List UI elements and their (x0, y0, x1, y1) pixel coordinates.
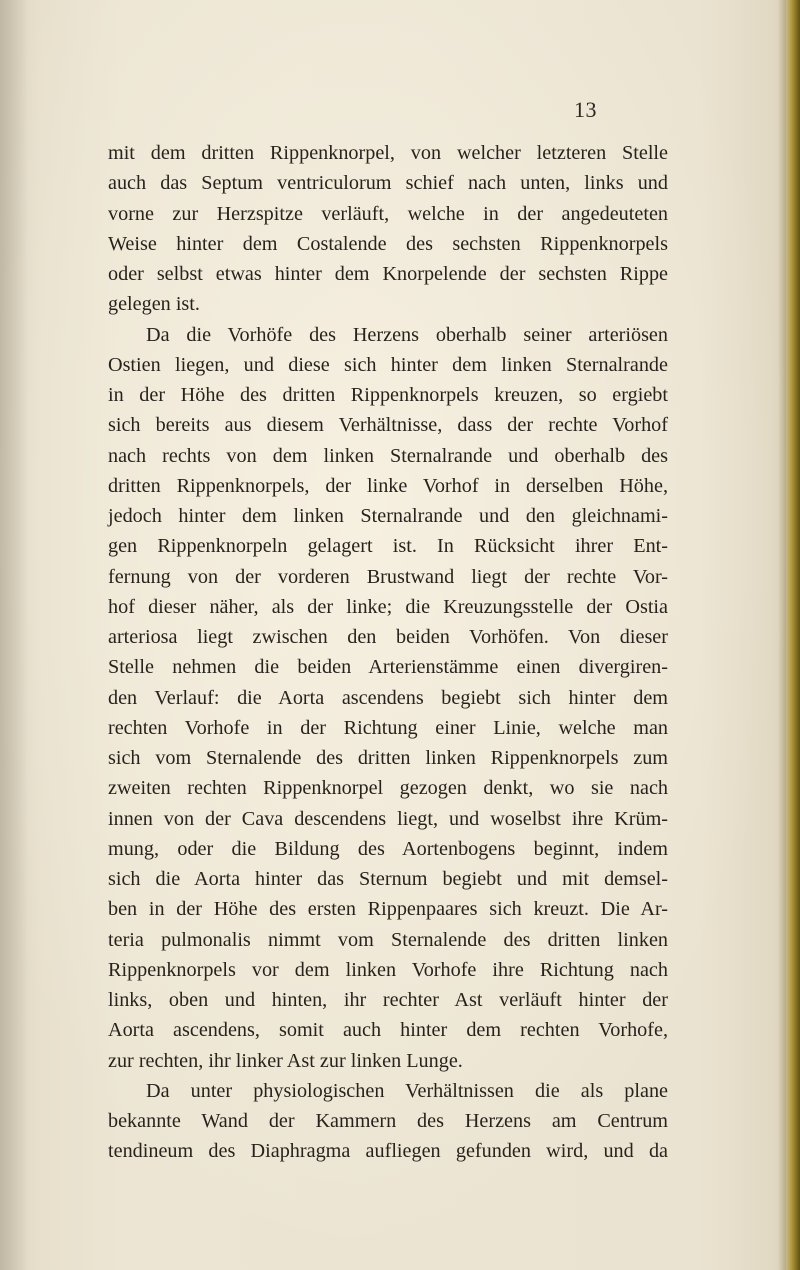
text-line: innen von der Cava descendens liegt, und woselbst ihre Krüm- (108, 807, 668, 830)
text-line: in der Höhe des dritten Rippenknorpels kreuzen, so ergiebt (108, 384, 668, 406)
text-line: Stelle nehmen die beiden Arterienstämme einen divergiren- (108, 656, 668, 679)
text-line: hof dieser näher, als der linke; die Kreuzungsstelle der Ostia (108, 595, 668, 618)
text-line: sich vom Sternalende des dritten linken Rippenknorpels zum (108, 747, 668, 769)
text-line: jedoch hinter dem linken Sternalrande und den gleichnami- (108, 505, 668, 527)
text-line: arteriosa liegt zwischen den beiden Vorhöfen. Von dieser (108, 626, 668, 648)
text-line: tendineum des Diaphragma aufliegen gefunden wird, und da (108, 1140, 668, 1163)
text-line: gen Rippenknorpeln gelagert ist. In Rücksicht ihrer Ent- (108, 535, 668, 558)
text-line: oder selbst etwas hinter dem Knorpelende der sechsten Rippe (108, 263, 668, 285)
text-line: bekannte Wand der Kammern des Herzens am Centrum (108, 1110, 668, 1132)
text-line: Weise hinter dem Costalende des sechsten Rippenknorpels (108, 232, 668, 255)
text-line: sich die Aorta hinter das Sternum begiebt und mit demsel- (108, 868, 668, 890)
text-line: zweiten rechten Rippenknorpel gezogen denkt, wo sie nach (108, 777, 668, 800)
page-number: 13 (574, 97, 597, 122)
text-line: auch das Septum ventriculorum schief nach unten, links und (108, 172, 668, 195)
text-line: nach rechts von dem linken Sternalrande und oberhalb des (108, 444, 668, 467)
text-line: rechten Vorhofe in der Richtung einer Linie, welche man (108, 716, 668, 739)
body-text (108, 138, 668, 1167)
text-line: sich bereits aus diesem Verhältnisse, dass der rechte Vorhof (108, 414, 668, 437)
text-line: Aorta ascendens, somit auch hinter dem rechten Vorhofe, (108, 1019, 668, 1042)
text-line: Da die Vorhöfe des Herzens oberhalb seiner arteriösen (146, 323, 668, 346)
text-line: Rippenknorpels vor dem linken Vorhofe ihre Richtung nach (108, 958, 668, 981)
text-line: fernung von der vorderen Brustwand liegt der rechte Vor- (108, 565, 668, 588)
binding-shadow (778, 0, 786, 1270)
page-edge-shadow (0, 0, 28, 1270)
text-line: mung, oder die Bildung des Aortenbogens beginnt, indem (108, 837, 668, 860)
text-line: gelegen ist. (108, 293, 200, 316)
text-line: vorne zur Herzspitze verläuft, welche in der angedeuteten (108, 202, 668, 225)
text-line: ben in der Höhe des ersten Rippenpaares sich kreuzt. Die Ar- (108, 898, 668, 921)
text-line: Ostien liegen, und diese sich hinter dem linken Sternalrande (108, 353, 668, 376)
book-spine-edge (786, 0, 800, 1270)
text-line: den Verlauf: die Aorta ascendens begiebt sich hinter dem (108, 686, 668, 709)
text-line: zur rechten, ihr linker Ast zur linken Lunge. (108, 1049, 463, 1072)
text-line: mit dem dritten Rippenknorpel, von welcher letzteren Stelle (108, 142, 668, 164)
text-line: dritten Rippenknorpels, der linke Vorhof in derselben Höhe, (108, 474, 668, 497)
text-line: links, oben und hinten, ihr rechter Ast verläuft hinter der (108, 989, 668, 1011)
text-line: teria pulmonalis nimmt vom Sternalende des dritten linken (108, 928, 668, 951)
text-line: Da unter physiologischen Verhältnissen die als plane (146, 1079, 668, 1102)
